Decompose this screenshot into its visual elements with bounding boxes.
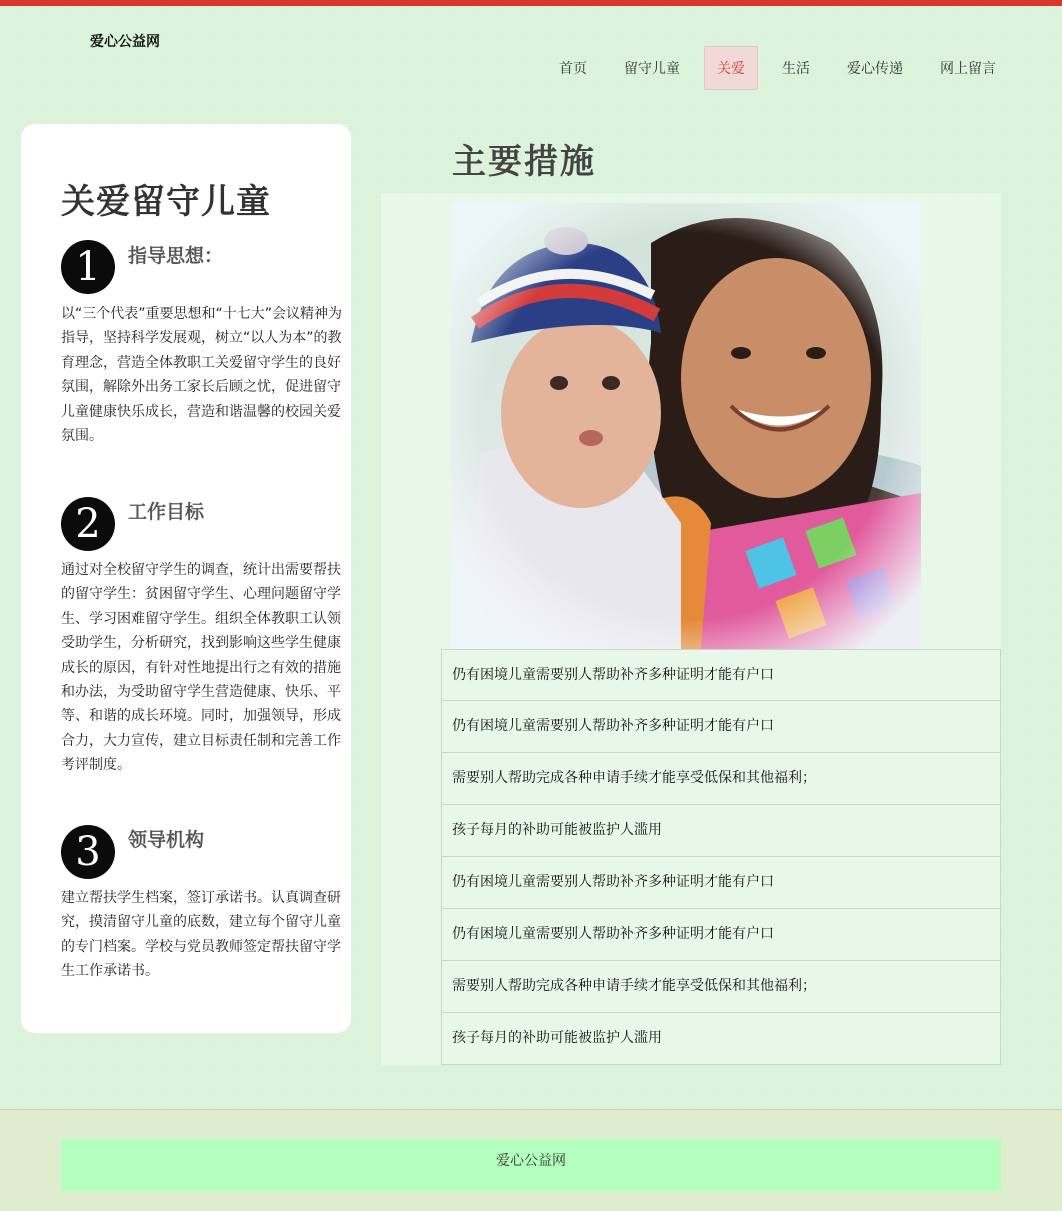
list-item[interactable]: 需要别人帮助完成各种申请手续才能享受低保和其他福利； bbox=[441, 753, 1001, 805]
number-badge: 1 bbox=[61, 240, 115, 294]
sidebar-title: 关爱留守儿童 bbox=[61, 182, 271, 222]
main-title: 主要措施 bbox=[452, 142, 596, 182]
nav-item-message-board[interactable]: 网上留言 bbox=[940, 61, 996, 77]
list-item[interactable]: 仍有困境儿童需要别人帮助补齐多种证明才能有户口 bbox=[441, 857, 1001, 909]
list-item[interactable]: 孩子每月的补助可能被监护人滥用 bbox=[441, 1013, 1001, 1065]
list-item[interactable]: 仍有困境儿童需要别人帮助补齐多种证明才能有户口 bbox=[441, 649, 1001, 701]
nav-item-left-behind-children[interactable]: 留守儿童 bbox=[624, 61, 680, 77]
section-body-guiding-ideology: 以“三个代表”重要思想和“十七大”会议精神为指导，坚持科学发展观，树立“以人为本”的教育理念，营造全体教职工关爱留守学生的良好氛围，解除外出务工家长后顾之忧，促进留守儿童健康快乐成长，营造和谐温馨的校园关爱氛围。 bbox=[61, 306, 343, 445]
measures-list bbox=[441, 649, 1001, 1065]
nav-item-home[interactable]: 首页 bbox=[559, 61, 587, 77]
main-nav bbox=[546, 46, 1020, 90]
nav-item-love-relay[interactable]: 爱心传递 bbox=[847, 61, 903, 77]
list-item[interactable]: 需要别人帮助完成各种申请手续才能享受低保和其他福利； bbox=[441, 961, 1001, 1013]
children-photo bbox=[451, 203, 921, 649]
number-badge: 2 bbox=[61, 497, 115, 551]
section-heading-guiding-ideology: 指导思想： bbox=[128, 245, 224, 267]
list-item[interactable]: 孩子每月的补助可能被监护人滥用 bbox=[441, 805, 1001, 857]
list-item[interactable]: 仍有困境儿童需要别人帮助补齐多种证明才能有户口 bbox=[441, 701, 1001, 753]
nav-item-care[interactable]: 关爱 bbox=[704, 46, 758, 90]
sidebar-card bbox=[21, 124, 351, 1033]
nav-item-life[interactable]: 生活 bbox=[782, 61, 810, 77]
section-body-work-goals: 通过对全校留守学生的调查，统计出需要帮扶的留守学生：贫困留守学生、心理问题留守学生、学习困难留守学生。组织全体教职工认领受助学生，分析研究，找到影响这些学生健康成长的原因，有针对性地提出行之有效的措施和办法，为受助留守学生营造健康、快乐、平等、和谐的成长环境。同时，加强领导，形成合力，大力宣传，建立目标责任制和完善工作考评制度。 bbox=[61, 562, 341, 774]
section-body-leadership: 建立帮扶学生档案，签订承诺书。认真调查研究，摸清留守儿童的底数，建立每个留守儿童的专门档案。学校与党员教师签定帮扶留守学生工作承诺书。 bbox=[61, 890, 341, 980]
top-accent-bar bbox=[0, 0, 1062, 6]
list-item[interactable]: 仍有困境儿童需要别人帮助补齐多种证明才能有户口 bbox=[441, 909, 1001, 961]
site-logo[interactable]: 爱心公益网 bbox=[90, 34, 160, 50]
number-badge: 3 bbox=[61, 825, 115, 879]
footer-text: 爱心公益网 bbox=[61, 1139, 1001, 1191]
section-heading-leadership: 领导机构 bbox=[128, 829, 205, 851]
section-heading-work-goals: 工作目标 bbox=[128, 501, 205, 523]
